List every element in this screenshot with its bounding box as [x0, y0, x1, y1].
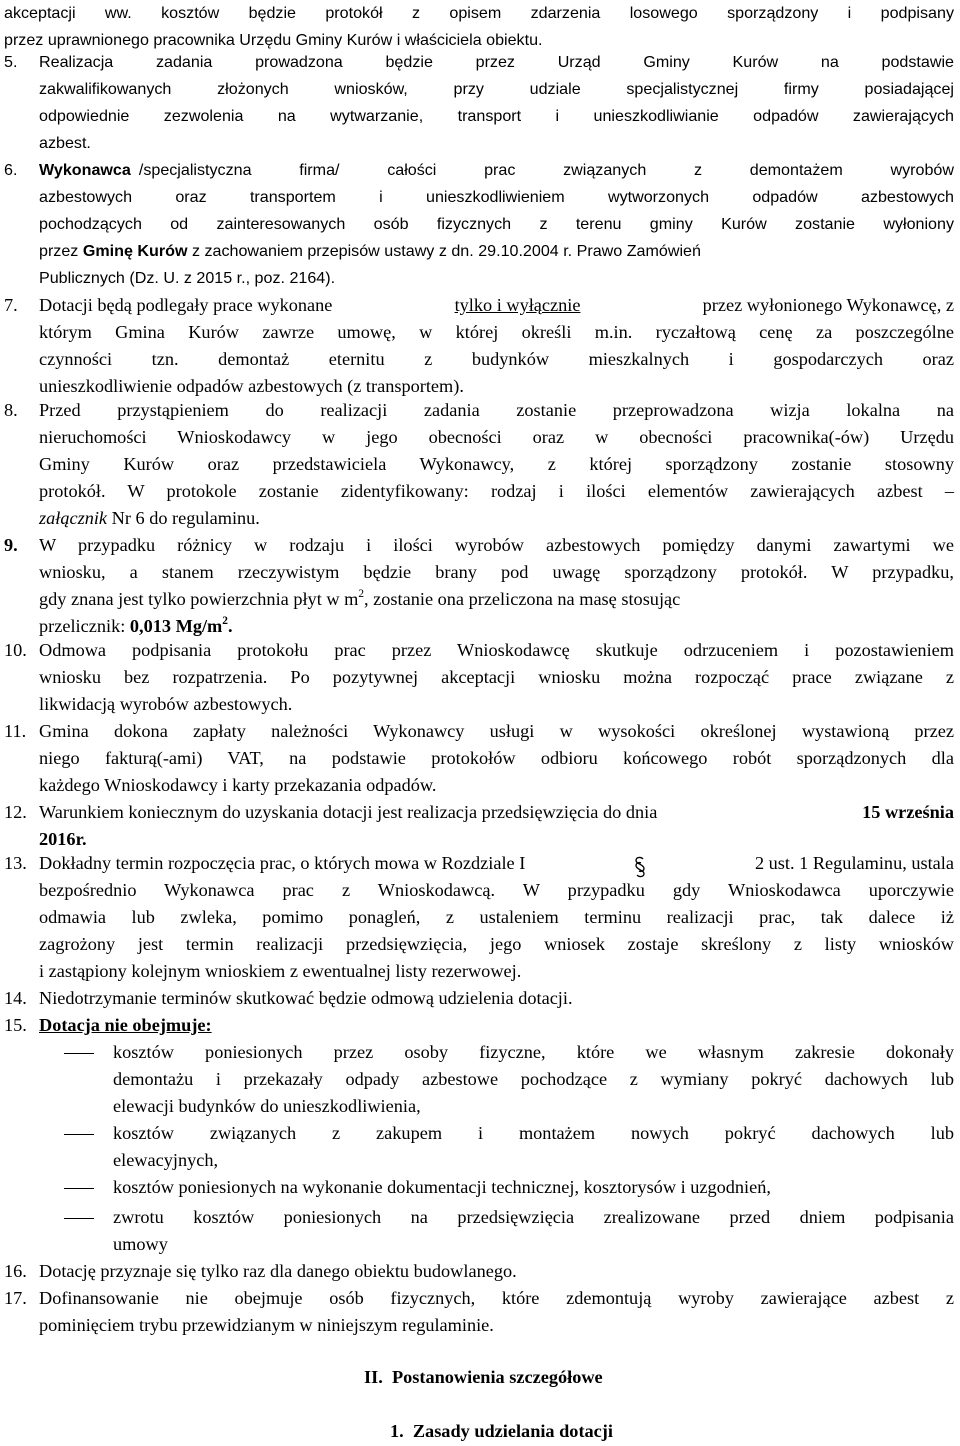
paragraph-line: azbestowych oraz transportem i unieszkodliwieniem wytworzonych odpadów azbestowych	[39, 188, 954, 206]
paragraph-line	[39, 613, 233, 640]
text-run: Nr 6 do regulaminu.	[111, 508, 260, 528]
heading-number: II.	[364, 1367, 383, 1387]
text-run: Dotacji będą podlegały prace wykonane	[39, 295, 333, 315]
item-number: 12.	[4, 802, 27, 822]
paragraph-line	[39, 292, 954, 319]
text-run: /specjalistyczna firma/ całości prac związanych z demontażem wyrobów	[138, 161, 954, 179]
text-run: Dokładny termin rozpoczęcia prac, o których mowa w Rozdziale I	[39, 853, 526, 873]
item-number: 9.	[4, 535, 18, 555]
text-run	[39, 586, 680, 613]
paragraph-line: wniosku, a stanem rzeczywistym będzie brany pod uwagę sporządzony protokół. W przypadku,	[39, 562, 954, 582]
paragraph-line: odpowiednie zezwolenia na wytwarzanie, transport i unieszkodliwianie odpadów zawierających	[39, 107, 954, 125]
paragraph-line: zakwalifikowanych złożonych wniosków, przy udziale specjalistycznej firmy posiadającej	[39, 80, 954, 98]
paragraph-line: odmawia lub zwleka, pomimo ponagleń, z ustaleniem terminu realizacji prac, tak dalece iż	[39, 907, 954, 927]
bold-text	[130, 616, 233, 636]
paragraph-line: wniosku bez rozpatrzenia. Po pozytywnej akceptacji wniosku można rozpocząć prace związane z	[39, 667, 954, 687]
section-sign-icon	[633, 856, 647, 878]
underlined-text: Dotacja nie obejmuje	[39, 1015, 206, 1035]
paragraph-line: pochodzących od zainteresowanych osób fizycznych z terenu gminy Kurów zostanie wyłoniony	[39, 215, 954, 233]
text-run: 2 ust. 1 Regulaminu, ustala	[754, 853, 954, 873]
bullet-line: kosztów poniesionych przez osoby fizyczne, które we własnym zakresie dokonały	[113, 1042, 954, 1062]
paragraph-line: Realizacja zadania prowadzona będzie przez Urząd Gminy Kurów na podstawie	[39, 53, 954, 71]
text-run: przelicznik:	[39, 616, 126, 636]
item-number: 5.	[4, 53, 18, 71]
item-number: 10.	[4, 640, 27, 660]
paragraph-line: każdego Wnioskodawcy i karty przekazania odpadów.	[39, 775, 437, 795]
heading-number: 1.	[390, 1421, 404, 1441]
bullet-line: elewacyjnych,	[113, 1150, 219, 1170]
paragraph-line: likwidacją wyrobów azbestowych.	[39, 694, 293, 714]
item-number: 14.	[4, 988, 27, 1008]
paragraph-line	[39, 505, 260, 532]
bold-text: Gminę Kurów	[82, 242, 188, 260]
bullet-line: elewacji budynków do unieszkodliwienia,	[113, 1096, 421, 1116]
dash-bullet-icon	[64, 1120, 94, 1147]
paragraph-line: bezpośrednio Wykonawca prac z Wnioskodawcą. W przypadku gdy Wnioskodawca uporczywie	[39, 880, 954, 900]
bullet-line: kosztów związanych z zakupem i montażem nowych pokryć dachowych lub	[113, 1123, 954, 1143]
paragraph-line: 2016r.	[39, 829, 87, 849]
paragraph-line	[39, 850, 954, 877]
text-run: z zachowaniem przepisów ustawy z dn. 29.10.2004 r. Prawo Zamówień	[191, 242, 701, 260]
text-run: , zostanie ona przeliczona na masę stosując	[364, 589, 681, 609]
paragraph-line	[39, 238, 701, 265]
text-run: Warunkiem koniecznym do uzyskania dotacji jest realizacja przedsięwzięcia do dnia	[39, 802, 658, 822]
paragraph-line: azbest.	[39, 134, 91, 152]
underlined-text: :	[205, 1015, 212, 1035]
paragraph-line	[39, 799, 954, 826]
bullet-line: kosztów poniesionych na wykonanie dokumentacji technicznej, kosztorysów i uzgodnień,	[113, 1177, 771, 1197]
text-run: 0,013 Mg/m	[129, 616, 223, 636]
paragraph-line: Przed przystąpieniem do realizacji zadania zostanie przeprowadzona wizja lokalna na	[39, 400, 954, 420]
paragraph-line: i zastąpiony kolejnym wnioskiem z ewentualnej listy rezerwowej.	[39, 961, 522, 981]
dash-bullet-icon	[64, 1039, 94, 1066]
paragraph-line: W przypadku różnicy w rodzaju i ilości wyrobów azbestowych pomiędzy danymi zawartymi we	[39, 535, 954, 555]
superscript: 2	[358, 587, 365, 600]
item-number: 15.	[4, 1015, 27, 1035]
superscript: 2	[222, 614, 228, 627]
bullet-line: zwrotu kosztów poniesionych na przedsięwzięcia zrealizowane przed dniem podpisania	[113, 1207, 954, 1227]
bullet-line: umowy	[113, 1234, 168, 1254]
bold-text: Wykonawca	[39, 161, 131, 179]
text-run: gdy znana jest tylko powierzchnia płyt w m	[39, 589, 359, 609]
bold-text: 15 września	[862, 802, 954, 822]
item-number: 16.	[4, 1261, 27, 1281]
paragraph-line: akceptacji ww. kosztów będzie protokół z opisem zdarzenia losowego sporządzony i podpisany	[4, 4, 954, 22]
paragraph-line: niego fakturą(-ami) VAT, na podstawie protokołów odbioru końcowego robót sporządzonych dla	[39, 748, 954, 768]
item-number: 8.	[4, 400, 18, 420]
paragraph-line: Dofinansowanie nie obejmuje osób fizycznych, które zdemontują wyroby zawierające azbest z	[39, 1288, 954, 1308]
paragraph-line: Gminy Kurów oraz przedstawiciela Wykonawcy, z której sporządzony zostanie stosowny	[39, 454, 954, 474]
italic-text: załącznik	[39, 508, 108, 528]
paragraph-line: którym Gmina Kurów zawrze umowę, w której określi m.in. ryczałtową cenę za poszczególne	[39, 322, 954, 342]
paragraph-line: protokół. W protokole zostanie zidentyfikowany: rodzaj i ilości elementów zawierających azbest –	[39, 481, 954, 501]
paragraph-line: nieruchomości Wnioskodawcy w jego obecności oraz w obecności pracownika(-ów) Urzędu	[39, 427, 954, 447]
item-number: 13.	[4, 853, 27, 873]
paragraph-line	[39, 1012, 212, 1039]
paragraph-line: pominięciem trybu przewidzianym w niniejszym regulaminie.	[39, 1315, 494, 1335]
item-number: 7.	[4, 295, 18, 315]
section-heading	[364, 1364, 603, 1391]
underlined-text: tylko i wyłącznie	[454, 295, 581, 315]
heading-title: Postanowienia szczegółowe	[391, 1367, 603, 1387]
paragraph-line	[39, 586, 954, 613]
dash-bullet-icon	[64, 1174, 94, 1201]
dash-bullet-icon	[64, 1204, 94, 1231]
paragraph-line: Odmowa podpisania protokołu prac przez Wnioskodawcę skutkuje odrzuceniem i pozostawieniem	[39, 640, 954, 660]
item-number: 17.	[4, 1288, 27, 1308]
paragraph-line: Gmina dokona zapłaty należności Wykonawcy usługi w wysokości określonej wystawioną przez	[39, 721, 954, 741]
paragraph-line: unieszkodliwienie odpadów azbestowych (z transportem).	[39, 376, 464, 396]
paragraph-line: czynności tzn. demontaż eternitu z budynków mieszkalnych i gospodarczych oraz	[39, 349, 954, 369]
paragraph-line: przez uprawnionego pracownika Urzędu Gminy Kurów i właściciela obiektu.	[4, 31, 543, 49]
text-run: przez	[39, 242, 79, 260]
paragraph-line	[39, 157, 954, 184]
item-number: 11.	[4, 721, 27, 741]
paragraph-line: Dotację przyznaje się tylko raz dla danego obiektu budowlanego.	[39, 1261, 517, 1281]
subsection-heading	[390, 1418, 613, 1445]
paragraph-line: zagrożony jest termin realizacji przedsięwzięcia, jego wniosek zostaje skreślony z listy wniosków	[39, 934, 954, 954]
paragraph-line: Niedotrzymanie terminów skutkować będzie odmową udzielenia dotacji.	[39, 988, 573, 1008]
bullet-line: demontażu i przekazały odpady azbestowe pochodzące z wymiany pokryć dachowych lub	[113, 1069, 954, 1089]
text-run: .	[227, 616, 233, 636]
text-run: przez wyłonionego Wykonawcę, z	[702, 295, 954, 315]
paragraph-line: Publicznych (Dz. U. z 2015 r., poz. 2164).	[39, 269, 336, 287]
heading-title: Zasady udzielania dotacji	[412, 1421, 613, 1441]
item-number: 6.	[4, 161, 18, 179]
